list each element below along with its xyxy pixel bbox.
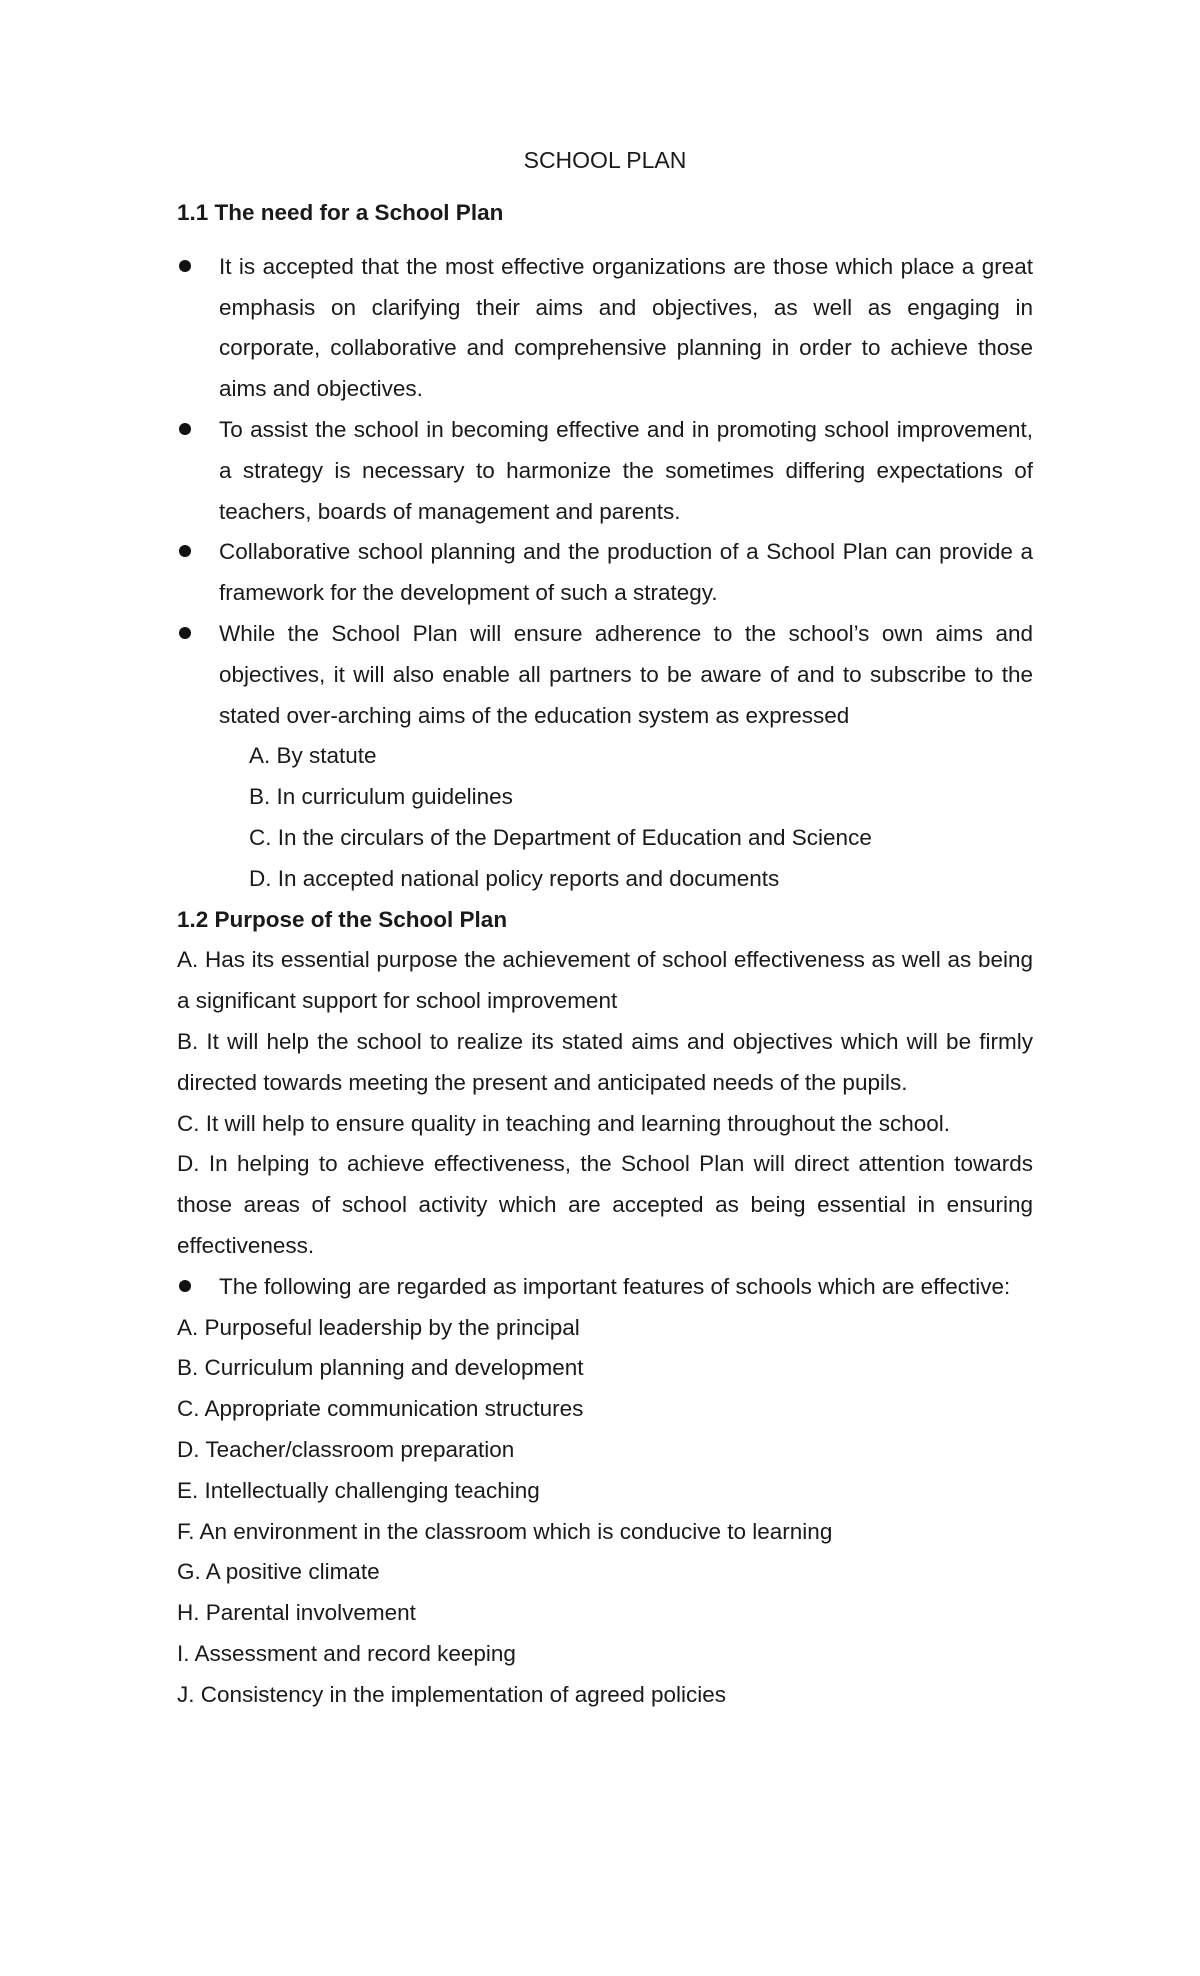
section-heading-need: 1.1 The need for a School Plan: [177, 200, 504, 225]
bullet-item: [177, 247, 1033, 410]
section-heading-purpose: 1.2 Purpose of the School Plan: [177, 906, 508, 932]
bullet-icon: [179, 627, 191, 639]
list-item: A. Purposeful leadership by the principal: [177, 1314, 580, 1340]
list-item: G. A positive climate: [177, 1559, 380, 1585]
bullet-item: [177, 1267, 1033, 1308]
list-item: I. Assessment and record keeping: [177, 1640, 516, 1666]
purpose-paragraph: D. In helping to achieve effectiveness, the School Plan will direct attention towards those areas of school activity which are accepted as being essential in ensuring effectiveness.: [177, 1151, 1033, 1258]
document-page: [177, 140, 1033, 1715]
bullet-icon: [179, 1280, 191, 1292]
list-item: J. Consistency in the implementation of agreed policies: [177, 1681, 727, 1707]
list-item: F. An environment in the classroom which is conducive to learning: [177, 1518, 833, 1544]
list-item: B. Curriculum planning and development: [177, 1355, 584, 1381]
bullet-item: [177, 614, 1033, 736]
bullet-text: To assist the school in becoming effective and in promoting school improvement, a strategy is necessary to harmonize the sometimes differing expectations of teachers, boards of management and parents.: [219, 416, 1033, 524]
list-item: E. Intellectually challenging teaching: [177, 1477, 540, 1503]
bullet-item: [177, 532, 1033, 614]
bullet-icon: [179, 423, 191, 435]
list-item: H. Parental involvement: [177, 1600, 416, 1626]
purpose-paragraph: B. It will help the school to realize its stated aims and objectives which will be firmly directed towards meeting the present and anticipated needs of the pupils.: [177, 1028, 1033, 1095]
bullet-item: [177, 410, 1033, 532]
list-item: C. Appropriate communication structures: [177, 1396, 584, 1422]
list-item: D. Teacher/classroom preparation: [177, 1436, 515, 1462]
bullet-text: It is accepted that the most effective organizations are those which place a great emphasis on clarifying their aims and objectives, as well as engaging in corporate, collaborative and comprehensive planning in order to achieve those aims and objectives.: [219, 253, 1033, 402]
need-bullet-list: [177, 247, 1033, 737]
purpose-paragraph: A. Has its essential purpose the achievement of school effectiveness as well as being a significant support for school improvement: [177, 947, 1033, 1014]
features-list: [177, 1308, 1033, 1716]
bullet-icon: [179, 260, 191, 272]
aims-expression-list: [177, 736, 1033, 899]
list-item: B. In curriculum guidelines: [249, 784, 513, 810]
list-item: A. By statute: [249, 743, 377, 769]
purpose-paragraph: C. It will help to ensure quality in teaching and learning throughout the school.: [177, 1110, 950, 1136]
document-title: SCHOOL PLAN: [523, 147, 687, 173]
bullet-text: The following are regarded as important features of schools which are effective:: [219, 1273, 1011, 1299]
features-intro-list: [177, 1267, 1033, 1308]
bullet-icon: [179, 545, 191, 557]
bullet-text: Collaborative school planning and the production of a School Plan can provide a framework for the development of such a strategy.: [219, 539, 1033, 606]
list-item: D. In accepted national policy reports and documents: [249, 865, 780, 891]
list-item: C. In the circulars of the Department of Education and Science: [249, 824, 872, 850]
bullet-text: While the School Plan will ensure adherence to the school’s own aims and objectives, it will also enable all partners to be aware of and to subscribe to the stated over-arching aims of the education system as expressed: [219, 620, 1033, 728]
